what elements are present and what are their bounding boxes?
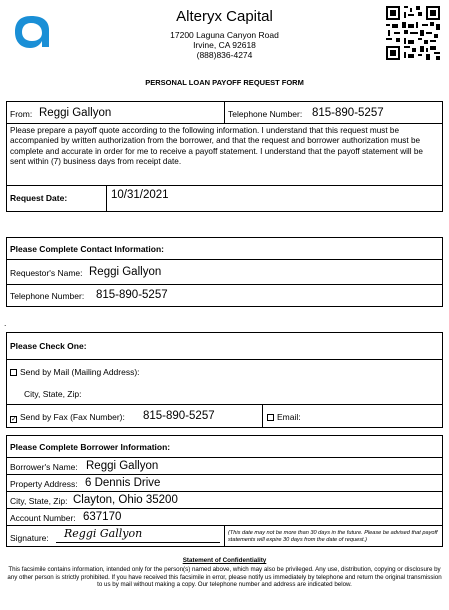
requestor-field[interactable]: Reggi Gallyon xyxy=(89,266,162,278)
signature-line xyxy=(56,542,220,543)
send-by-fax-label: Send by Fax (Fax Number): xyxy=(20,412,125,422)
date-note: (This date may not be more than 30 days in the future. Please be advised that payoff statements will expire 30 days from the date of request.) xyxy=(228,530,438,543)
fax-checkbox[interactable]: ✓ xyxy=(11,416,17,423)
divider xyxy=(6,123,443,124)
company-name: Alteryx Capital xyxy=(176,8,273,25)
company-address-line2: Irvine, CA 92618 xyxy=(193,40,256,50)
contact-heading: Please Complete Contact Information: xyxy=(10,244,164,254)
requestor-label: Requestor's Name: xyxy=(10,268,83,278)
contact-telephone-label: Telephone Number: xyxy=(10,291,85,301)
divider xyxy=(6,404,443,405)
check-one-heading: Please Check One: xyxy=(10,341,87,351)
contact-telephone-field[interactable]: 815-890-5257 xyxy=(96,289,168,301)
divider xyxy=(6,508,443,509)
divider xyxy=(6,185,443,186)
divider xyxy=(6,259,443,260)
mail-checkbox[interactable] xyxy=(10,369,17,376)
send-by-mail-label: Send by Mail (Mailing Address): xyxy=(20,367,140,377)
stray-mark: . xyxy=(4,318,7,328)
request-date-field[interactable]: 10/31/2021 xyxy=(111,189,169,201)
divider xyxy=(224,101,225,123)
divider xyxy=(224,525,225,547)
property-address-field[interactable]: 6 Dennis Drive xyxy=(85,477,161,489)
send-by-fax-option[interactable] xyxy=(10,412,125,423)
telephone-field[interactable]: 815-890-5257 xyxy=(312,107,384,119)
account-number-field[interactable]: 637170 xyxy=(83,511,122,523)
email-option[interactable] xyxy=(267,412,301,422)
borrower-name-field[interactable]: Reggi Gallyon xyxy=(86,460,159,472)
borrower-city-label: City, State, Zip: xyxy=(10,496,68,506)
telephone-label: Telephone Number: xyxy=(228,109,303,119)
from-label: From: xyxy=(10,109,33,119)
fax-number-field[interactable]: 815-890-5257 xyxy=(143,410,215,422)
divider xyxy=(6,284,443,285)
divider xyxy=(262,404,263,428)
qr-code-icon xyxy=(386,6,440,60)
divider xyxy=(6,359,443,360)
form-title: PERSONAL LOAN PAYOFF REQUEST FORM xyxy=(145,78,304,87)
property-address-label: Property Address: xyxy=(10,479,78,489)
account-number-label: Account Number: xyxy=(10,513,76,523)
confidentiality-text: This facsimile contains information, intended only for the person(s) named above, which may also be privileged. Any use, distribution, copying or disclosure by any other person is strictly prohibited. If you have received this facsimile in error, please notify us immediately by telephone and return the original transmission to us by mail without making a copy. Our telephone number and address are indicated below. xyxy=(7,566,442,589)
email-label: Email: xyxy=(277,412,301,422)
confidentiality-title: Statement of Confidentiality xyxy=(182,557,267,564)
divider xyxy=(6,474,443,475)
divider xyxy=(6,457,443,458)
company-address-line1: 17200 Laguna Canyon Road xyxy=(170,30,279,40)
signature[interactable]: Reggi Gallyon xyxy=(64,527,143,540)
send-by-mail-option[interactable] xyxy=(10,367,140,377)
borrower-heading: Please Complete Borrower Information: xyxy=(10,442,171,452)
signature-label: Signature: xyxy=(10,533,49,543)
divider xyxy=(6,491,443,492)
company-phone: (888)836-4274 xyxy=(196,50,253,60)
instructions-text: Please prepare a payoff quote according to the following information. I understand that this request must be accompanied by written authorization from the borrower, and that the request and borrower authorization must be complete and accurate in order for me to receive a payoff statement. I understand that the payoff statement will be sent within (7) business days from receipt date. xyxy=(10,126,423,167)
divider xyxy=(106,185,107,212)
request-date-label: Request Date: xyxy=(10,193,68,203)
email-checkbox[interactable] xyxy=(267,414,274,421)
borrower-city-field[interactable]: Clayton, Ohio 35200 xyxy=(73,494,178,506)
mail-city-label: City, State, Zip: xyxy=(24,389,82,399)
borrower-name-label: Borrower's Name: xyxy=(10,462,78,472)
from-field[interactable]: Reggi Gallyon xyxy=(39,107,112,119)
